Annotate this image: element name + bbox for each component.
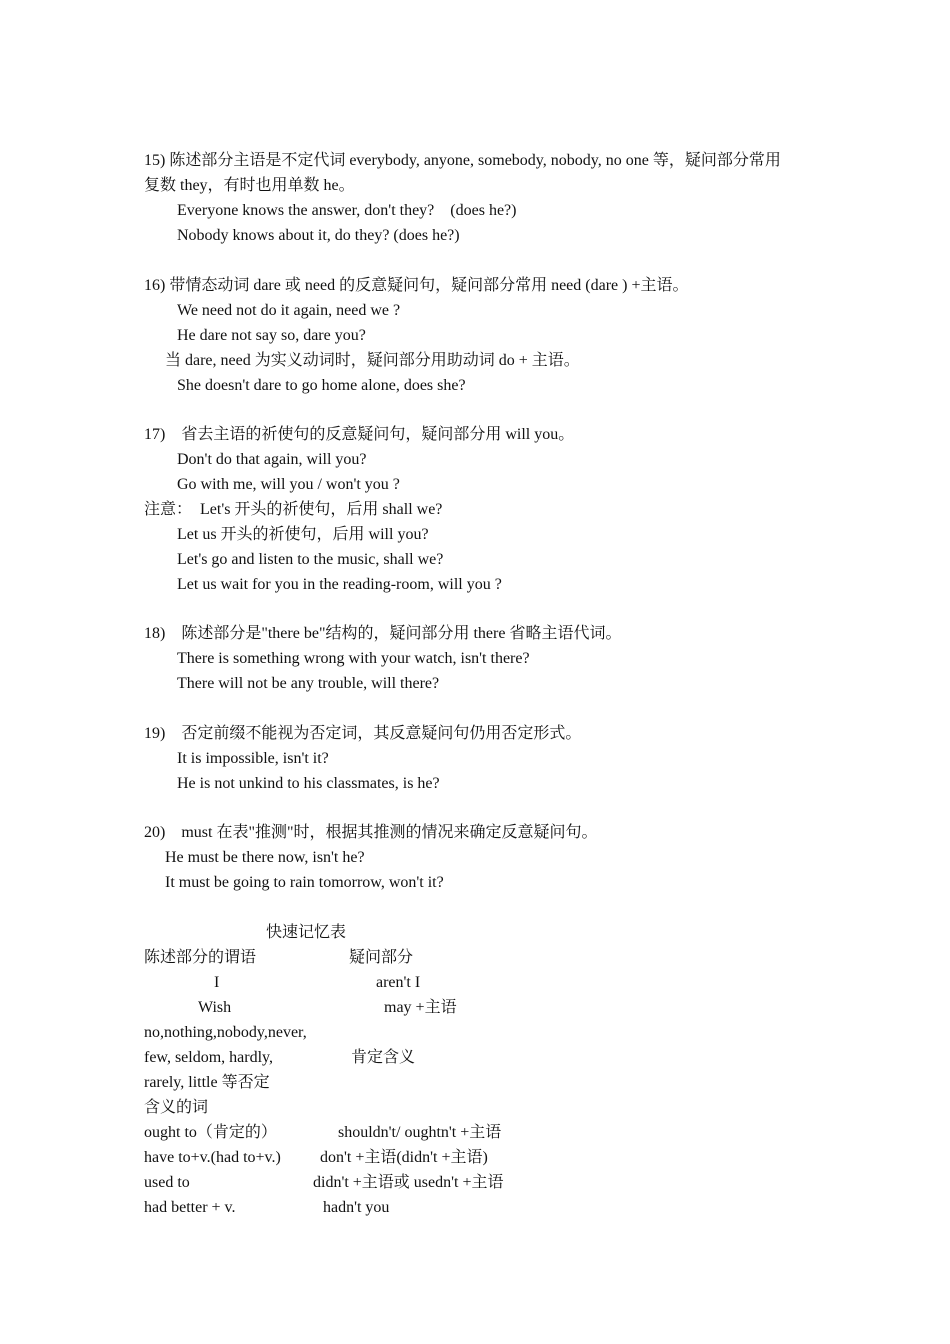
section-16-heading: 16) 带情态动词 dare 或 need 的反意疑问句，疑问部分常用 need (dare ) +主语。: [144, 277, 689, 294]
section-16-example-3: She doesn't dare to go home alone, does she?: [177, 377, 466, 394]
section-15-heading: 15) 陈述部分主语是不定代词 everybody, anyone, somebody, nobody, no one 等，疑问部分常用: [144, 152, 781, 169]
section-20-heading: 20) must 在表"推测"时，根据其推测的情况来确定反意疑问句。: [144, 824, 598, 841]
section-20-example-2: It must be going to rain tomorrow, won't it?: [165, 874, 444, 891]
section-17-example-2: Go with me, will you / won't you ?: [177, 476, 400, 493]
section-18-example-1: There is something wrong with your watch, isn't there?: [177, 650, 530, 667]
section-19-heading: 19) 否定前缀不能视为否定词，其反意疑问句仍用否定形式。: [144, 725, 582, 742]
section-17-example-5: Let us wait for you in the reading-room, will you ?: [177, 576, 502, 593]
memory-table-row6-left: used to: [144, 1174, 190, 1191]
section-17-example-1: Don't do that again, will you?: [177, 451, 367, 468]
section-16-note: 当 dare, need 为实义动词时，疑问部分用助动词 do + 主语。: [165, 352, 580, 369]
memory-table-row7-left: had better + v.: [144, 1199, 236, 1216]
memory-table-row1-left: I: [214, 974, 220, 991]
section-18-example-2: There will not be any trouble, will there?: [177, 675, 440, 692]
section-17-heading: 17) 省去主语的祈使句的反意疑问句，疑问部分用 will you。: [144, 426, 575, 443]
section-15-example-1: Everyone knows the answer, don't they? (does he?): [177, 202, 517, 219]
section-15-example-2: Nobody knows about it, do they? (does he?): [177, 227, 460, 244]
memory-table-row4-right: shouldn't/ oughtn't +主语: [338, 1124, 502, 1141]
memory-table-row5-left: have to+v.(had to+v.): [144, 1149, 281, 1166]
memory-table-row3-left-b: few, seldom, hardly,: [144, 1049, 273, 1066]
memory-table-col1-header: 陈述部分的谓语: [144, 949, 257, 966]
memory-table-row2-left: Wish: [198, 999, 232, 1016]
memory-table-row2-right: may +主语: [384, 999, 457, 1016]
memory-table-col2-header: 疑问部分: [349, 949, 414, 966]
section-18-heading: 18) 陈述部分是"there be"结构的，疑问部分用 there 省略主语代词。: [144, 625, 622, 642]
section-15-heading-cont: 复数 they，有时也用单数 he。: [144, 177, 355, 194]
section-17-note: 注意： Let's 开头的祈使句，后用 shall we?: [144, 501, 443, 518]
section-17-example-3: Let us 开头的祈使句，后用 will you?: [177, 526, 429, 543]
memory-table-row6-right: didn't +主语或 usedn't +主语: [313, 1174, 504, 1191]
section-16-example-1: We need not do it again, need we ?: [177, 302, 401, 319]
section-17-example-4: Let's go and listen to the music, shall we?: [177, 551, 444, 568]
memory-table-row7-right: hadn't you: [323, 1199, 390, 1216]
memory-table-row3-right: 肯定含义: [351, 1049, 416, 1066]
memory-table-row5-right: don't +主语(didn't +主语): [320, 1149, 488, 1166]
memory-table-row3-left-a: no,nothing,nobody,never,: [144, 1024, 307, 1041]
section-19-example-1: It is impossible, isn't it?: [177, 750, 329, 767]
section-20-example-1: He must be there now, isn't he?: [165, 849, 365, 866]
memory-table-row3-left-c: rarely, little 等否定: [144, 1074, 270, 1091]
section-19-example-2: He is not unkind to his classmates, is he?: [177, 775, 440, 792]
memory-table-title: 快速记忆表: [266, 924, 347, 941]
memory-table-row3-left-d: 含义的词: [144, 1099, 209, 1116]
memory-table-row1-right: aren't I: [376, 974, 421, 991]
memory-table-row4-left: ought to（肯定的）: [144, 1124, 277, 1141]
section-16-example-2: He dare not say so, dare you?: [177, 327, 366, 344]
